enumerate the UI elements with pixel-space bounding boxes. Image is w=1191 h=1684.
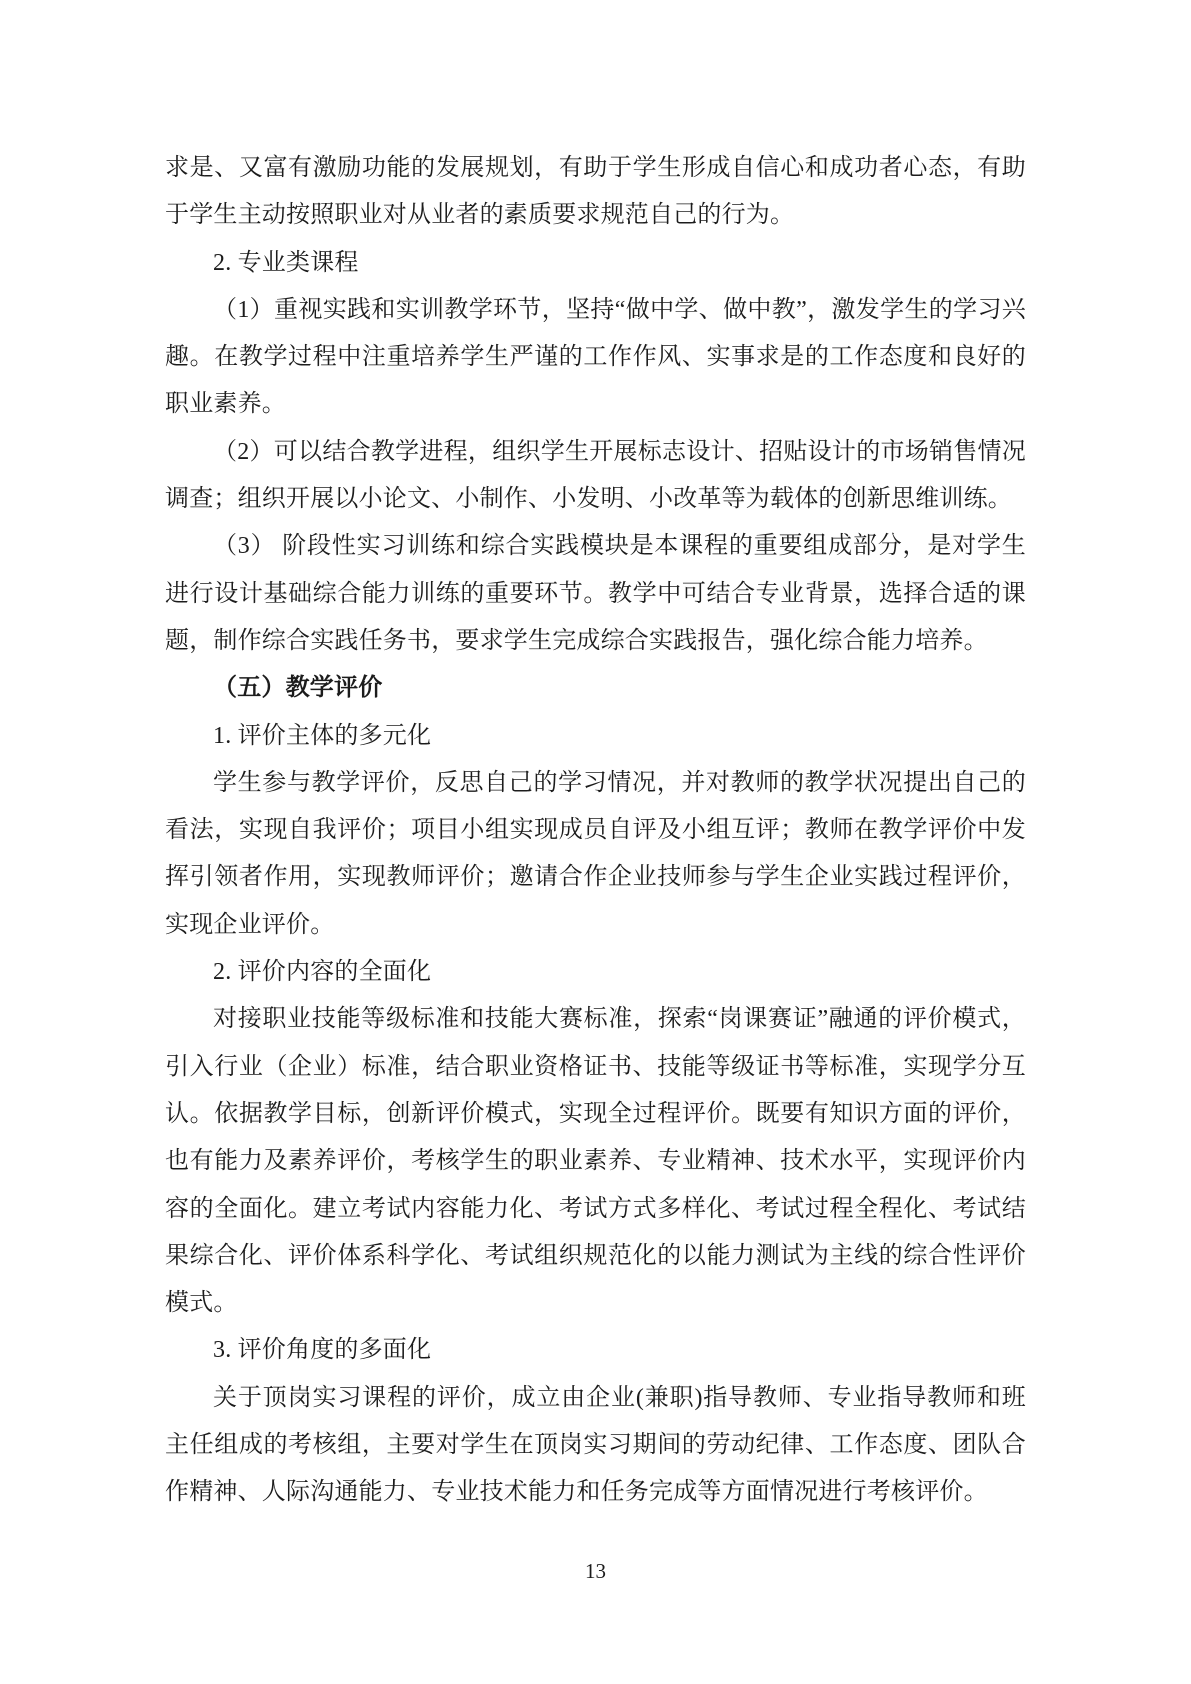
subheading-professional-courses: 2. 专业类课程 bbox=[213, 249, 359, 276]
section-heading-teaching-evaluation: （五）教学评价 bbox=[213, 675, 383, 702]
paragraph-evaluation-angles: 关于顶岗实习课程的评价，成立由企业(兼职)指导教师、专业指导教师和班主任组成的考核组，主要对学生在顶岗实习期间的劳动纪律、工作态度、团队合作精神、人际沟通能力、专业技术能力和任务完成等方面情况进行考核评价。 bbox=[165, 1384, 1026, 1506]
paragraph-evaluation-subjects: 学生参与教学评价，反思自己的学习情况，并对教师的教学状况提出自己的看法，实现自我评价；项目小组实现成员自评及小组互评；教师在教学评价中发挥引领者作用，实现教师评价；邀请合作企业技师参与学生企业实践过程评价，实现企业评价。 bbox=[165, 769, 1026, 938]
document-body bbox=[165, 145, 1026, 1517]
paragraph-evaluation-content: 对接职业技能等级标准和技能大赛标准，探索“岗课赛证”融通的评价模式，引入行业（企业）标准，结合职业资格证书、技能等级证书等标准，实现学分互认。依据教学目标，创新评价模式，实现全过程评价。既要有知识方面的评价，也有能力及素养评价，考核学生的职业素养、专业精神、技术水平，实现评价内容的全面化。建立考试内容能力化、考试方式多样化、考试过程全程化、考试结果综合化、评价体系科学化、考试组织规范化的以能力测试为主线的综合性评价模式。 bbox=[165, 1006, 1026, 1317]
subheading-evaluation-content: 2. 评价内容的全面化 bbox=[213, 959, 432, 986]
point-1: （1）重视实践和实训教学环节，坚持“做中学、做中教”，激发学生的学习兴趣。在教学过程中注重培养学生严谨的工作作风、实事求是的工作态度和良好的职业素养。 bbox=[165, 296, 1026, 418]
subheading-evaluation-subjects: 1. 评价主体的多元化 bbox=[213, 722, 432, 749]
point-3: （3） 阶段性实习训练和综合实践模块是本课程的重要组成部分，是对学生进行设计基础综合能力训练的重要环节。教学中可结合专业背景，选择合适的课题，制作综合实践任务书，要求学生完成综合实践报告，强化综合能力培养。 bbox=[165, 533, 1026, 654]
subheading-evaluation-angles: 3. 评价角度的多面化 bbox=[213, 1337, 432, 1364]
page-number: 13 bbox=[585, 1559, 606, 1583]
continued-paragraph: 求是、又富有激励功能的发展规划，有助于学生形成自信心和成功者心态，有助于学生主动按照职业对从业者的素质要求规范自己的行为。 bbox=[165, 155, 1026, 229]
point-2: （2）可以结合教学进程，组织学生开展标志设计、招贴设计的市场销售情况调查；组织开展以小论文、小制作、小发明、小改革等为载体的创新思维训练。 bbox=[165, 438, 1026, 513]
